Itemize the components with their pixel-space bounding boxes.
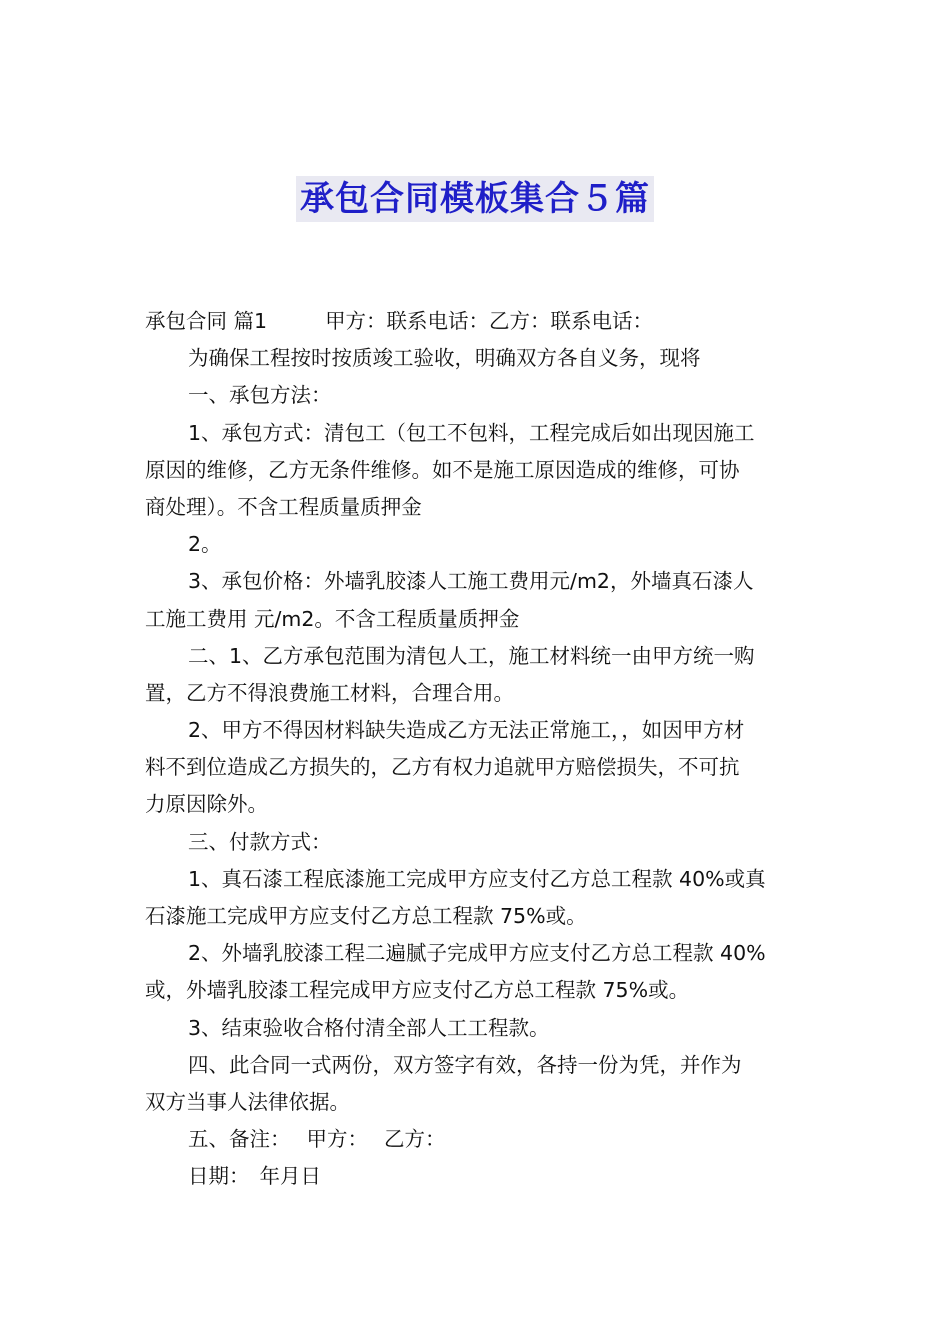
body-line: 1、承包方式：清包工（包工不包料，工程完成后如出现因施工 (188, 420, 755, 445)
title-wrapper (0, 176, 950, 222)
body-line: 石漆施工完成甲方应支付乙方总工程款 75%或。 (145, 904, 587, 928)
body-line (145, 303, 807, 340)
document-title: 承包合同模板集合５篇 (296, 176, 654, 222)
section-heading: 一、承包方法： (188, 383, 332, 408)
body-line: 置，乙方不得浪费施工材料，合理合用。 (145, 680, 514, 705)
body-line: 二、1、乙方承包范围为清包人工，施工材料统一由甲方统一购 (188, 643, 755, 668)
party-b-label: 乙方： (384, 1127, 446, 1152)
body-line: 商处理）。不含工程质量质押金 (145, 494, 422, 519)
body-line: 2、甲方不得因材料缺失造成乙方无法正常施工，，如因甲方材 (188, 718, 745, 743)
parties-contact-line: 甲方：联系电话：乙方：联系电话： (325, 309, 654, 333)
party-a-label: 甲方： (306, 1127, 368, 1152)
remarks-line (145, 1121, 807, 1158)
body-line: 或，外墙乳胶漆工程完成甲方应支付乙方总工程款 75%或。 (145, 978, 690, 1003)
body-line: 力原因除外。 (145, 792, 268, 817)
remarks-label: 五、备注： (188, 1127, 291, 1152)
body-line: 料不到位造成乙方损失的，乙方有权力追就甲方赔偿损失，不可抗 (145, 755, 740, 780)
section-heading: 三、付款方式： (188, 829, 332, 854)
body-line: 双方当事人法律依据。 (145, 1089, 350, 1114)
document-body (145, 303, 807, 1196)
body-line: 2、外墙乳胶漆工程二遍腻子完成甲方应支付乙方总工程款 40% (188, 941, 766, 966)
body-line: 原因的维修，乙方无条件维修。如不是施工原因造成的维修，可协 (145, 457, 740, 482)
body-line: 1、真石漆工程底漆施工完成甲方应支付乙方总工程款 40%或真 (188, 866, 766, 891)
body-line: 2。 (188, 532, 222, 557)
date-label: 日期： (188, 1164, 250, 1189)
body-line: 四、此合同一式两份，双方签字有效，各持一份为凭，并作为 (188, 1052, 742, 1077)
body-line: 3、结束验收合格付清全部人工工程款。 (188, 1015, 550, 1040)
date-line (145, 1158, 807, 1195)
contract-heading: 承包合同 篇1 (145, 309, 268, 333)
body-line: 3、承包价格：外墙乳胶漆人工施工费用元/m2，外墙真石漆人 (188, 569, 754, 594)
date-placeholder: 年月日 (259, 1164, 321, 1189)
body-line: 为确保工程按时按质竣工验收，明确双方各自义务，现将 (188, 346, 701, 371)
body-line: 工施工费用 元/m2。不含工程质量质押金 (145, 606, 520, 631)
